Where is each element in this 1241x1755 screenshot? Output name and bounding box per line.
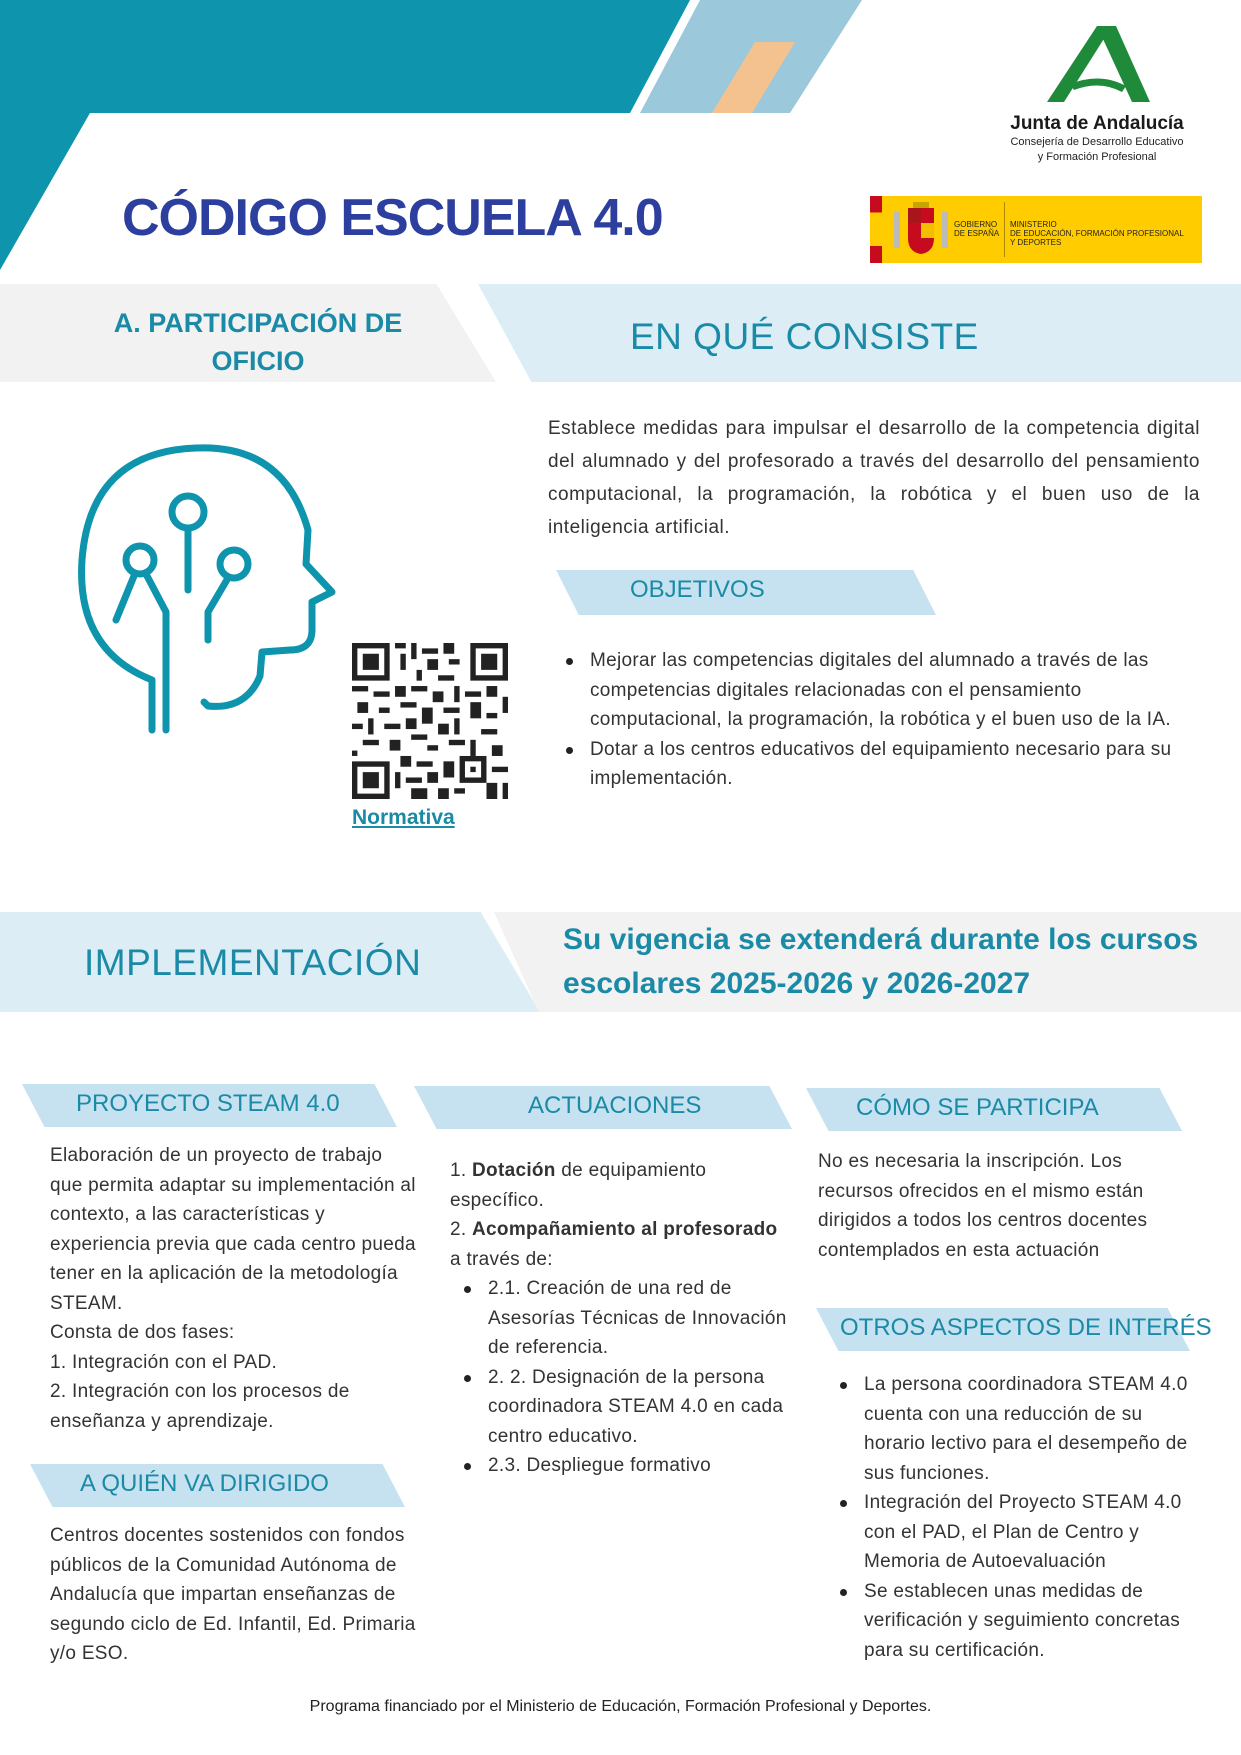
footer-text: Programa financiado por el Ministerio de Educación, Formación Profesional y Deportes.: [309, 1698, 932, 1715]
actuaciones-text: [450, 1156, 790, 1481]
otros-title: OTROS ASPECTOS DE INTERÉS: [840, 1314, 1212, 1341]
participa-text: No es necesaria la inscripción. Los recursos ofrecidos en el mismo están dirigidos a todos los centros docentes contemplados en esta actuación: [818, 1151, 1148, 1261]
list-item: 2.3. Despliegue formativo: [458, 1451, 790, 1481]
list-item: Se establecen unas medidas de verificación y seguimiento concretas para su certificación.: [834, 1577, 1204, 1666]
ministerio-logo: [870, 196, 1202, 263]
actuaciones-sublist: [458, 1274, 790, 1481]
list-item: 2. 2. Designación de la persona coordinadora STEAM 4.0 en cada centro educativo.: [458, 1363, 790, 1452]
steam-title: PROYECTO STEAM 4.0: [76, 1090, 340, 1117]
list-item: La persona coordinadora STEAM 4.0 cuenta con una reducción de su horario lectivo para el desempeño de sus funciones.: [834, 1370, 1204, 1488]
page-title: CÓDIGO ESCUELA 4.0: [122, 189, 663, 247]
vigencia-text: Su vigencia se extenderá durante los cursos escolares 2025-2026 y 2026-2027: [563, 923, 1199, 1000]
actuaciones-title: ACTUACIONES: [528, 1092, 702, 1119]
junta-logo-icon: [992, 22, 1202, 104]
actuacion-1: 1. Dotación de equipamiento específico.: [450, 1160, 707, 1211]
junta-name: Junta de Andalucía: [1010, 113, 1184, 134]
otros-list: [834, 1370, 1204, 1665]
list-item: Integración del Proyecto STEAM 4.0 con el PAD, el Plan de Centro y Memoria de Autoevaluación: [834, 1488, 1204, 1577]
participa-title: CÓMO SE PARTICIPA: [856, 1094, 1099, 1121]
en-que-consiste-heading: EN QUÉ CONSISTE: [630, 316, 979, 357]
actuacion-2: 2. Acompañamiento al profesorado a través de:: [450, 1219, 778, 1270]
qr-code-icon[interactable]: [352, 643, 508, 799]
junta-sub1: Consejería de Desarrollo Educativo: [1010, 136, 1184, 148]
dirigido-text: Centros docentes sostenidos con fondos públicos de la Comunidad Autónoma de Andalucía que impartan enseñanzas de segundo ciclo de Ed. Infantil, Ed. Primaria y/o ESO.: [50, 1525, 416, 1664]
gobierno-text: GOBIERNO DE ESPAÑA: [954, 220, 1000, 238]
junta-sub2: y Formación Profesional: [1037, 151, 1157, 163]
list-item: Mejorar las competencias digitales del alumnado a través de las competencias digitales relacionadas con el pensamiento computacional, la programación, la robótica y el buen uso de la IA.: [560, 646, 1206, 735]
logo-separator: [1004, 202, 1005, 257]
dirigido-title: A QUIÉN VA DIRIGIDO: [80, 1470, 329, 1497]
list-item: Dotar a los centros educativos del equipamiento necesario para su implementación.: [560, 735, 1206, 794]
normativa-link[interactable]: Normativa: [352, 806, 455, 829]
junta-logo: [992, 22, 1202, 165]
intro-paragraph: Establece medidas para impulsar el desarrollo de la competencia digital del alumnado y del profesorado a través del desarrollo del pensamiento computacional, la programación, la robótica y el buen uso de la inteligencia artificial.: [548, 418, 1200, 538]
spain-crest-icon: [890, 202, 952, 257]
ministerio-text: MINISTERIO DE EDUCACIÓN, FORMACIÓN PROFESIONAL Y DEPORTES: [1010, 220, 1184, 247]
steam-text: Elaboración de un proyecto de trabajo que permita adaptar su implementación al contexto, a las características y experiencia previa que cada centro pueda tener en la aplicación de la metodología STEAM. Consta de dos fases: 1. Integración con el PAD. 2. Integración con los procesos de enseñanza y aprendizaje.: [50, 1145, 416, 1432]
list-item: 2.1. Creación de una red de Asesorías Técnicas de Innovación de referencia.: [458, 1274, 790, 1363]
implementacion-heading: IMPLEMENTACIÓN: [84, 942, 422, 983]
section-a-title: A. PARTICIPACIÓN DE OFICIO: [113, 308, 403, 376]
spain-flag-strip: [870, 196, 882, 263]
ai-head-icon: [76, 440, 338, 740]
objetivos-list: [560, 646, 1206, 794]
objetivos-title: OBJETIVOS: [630, 576, 765, 603]
